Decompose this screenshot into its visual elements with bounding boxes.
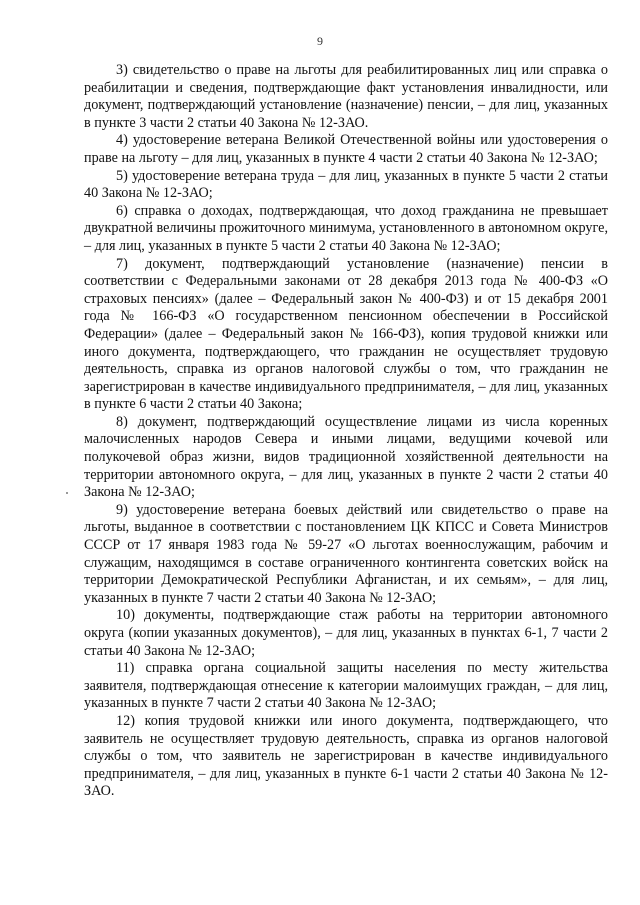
paragraph-item-10: 10) документы, подтверждающие стаж работы на территории автономного округа (копии указанных документов), – для лиц, указанных в пунктах 6-1, 7 части 2 статьи 40 Закона № 12-ЗАО; (84, 607, 608, 659)
paragraph-item-11: 11) справка органа социальной защиты населения по месту жительства заявителя, подтверждающая отнесение к категории малоимущих граждан, – для лиц, указанных в пункте 7 части 2 статьи 40 Закона № 12-ЗАО; (84, 660, 608, 712)
paragraph-item-6: 6) справка о доходах, подтверждающая, что доход гражданина не превышает двукратной величины прожиточного минимума, установленного в автономном округе, – для лиц, указанных в пункте 5 части 2 статьи 40 Закона № 12-ЗАО; (84, 202, 608, 254)
scan-mark (66, 492, 68, 494)
paragraph-item-8: 8) документ, подтверждающий осуществление лицами из числа коренных малочисленных народов Севера и иными лицами, ведущими кочевой или полукочевой образ жизни, видов традиционной хозяйственной деятельности на территории автономного округа, – для лиц, указанных в пункте 2 части 2 статьи 40 Закона № 12-ЗАО; (84, 413, 608, 501)
paragraph-item-5: 5) удостоверение ветерана труда – для лиц, указанных в пункте 5 части 2 статьи 40 Закона № 12-ЗАО; (84, 167, 608, 202)
paragraph-item-12: 12) копия трудовой книжки или иного документа, подтверждающего, что заявитель не осуществляет трудовую деятельность, справка из органов налоговой службы о том, что заявитель не зарегистрирован в качестве индивидуального предпринимателя, – для лиц, указанных в пункте 6-1 части 2 статьи 40 Закона № 12-ЗАО. (84, 712, 608, 800)
paragraph-item-7: 7) документ, подтверждающий установление (назначение) пенсии в соответствии с Федеральными законами от 28 декабря 2013 года № 400-ФЗ «О страховых пенсиях» (далее – Федеральный закон № 400-ФЗ) и от 15 декабря 2001 года № 166-ФЗ «О государственном пенсионном обеспечении в Российской Федерации» (далее – Федеральный закон № 166-ФЗ), копия трудовой книжки или иного документа, подтверждающего, что гражданин не осуществляет трудовую деятельность, справка из органов налоговой службы о том, что гражданин не зарегистрирован в качестве индивидуального предпринимателя, – для лиц, указанных в пункте 6 части 2 статьи 40 Закона; (84, 255, 608, 413)
paragraph-item-4: 4) удостоверение ветерана Великой Отечественной войны или удостоверения о праве на льготу – для лиц, указанных в пункте 4 части 2 статьи 40 Закона № 12-ЗАО; (84, 132, 608, 166)
paragraph-item-3: 3) свидетельство о праве на льготы для реабилитированных лиц или справка о реабилитации и сведения, подтверждающие факт установления инвалидности, или документ, подтверждающий установление (назначение) пенсии, – для лиц, указанных в пункте 3 части 2 статьи 40 Закона № 12-ЗАО. (84, 62, 608, 131)
paragraph-item-9: 9) удостоверение ветерана боевых действий или свидетельство о праве на льготы, выданное в соответствии с постановлением ЦК КПСС и Совета Министров СССР от 17 января 1983 года № 59-27 «О льготах военнослужащим, рабочим и служащим, находящимся в составе ограниченного контингента советских войск на территории Демократической Республики Афганистан, и их семьям», – для лиц, указанных в пункте 7 части 2 статьи 40 Закона № 12-ЗАО; (84, 501, 608, 606)
page-number: 9 (317, 34, 323, 48)
document-body (84, 62, 608, 801)
